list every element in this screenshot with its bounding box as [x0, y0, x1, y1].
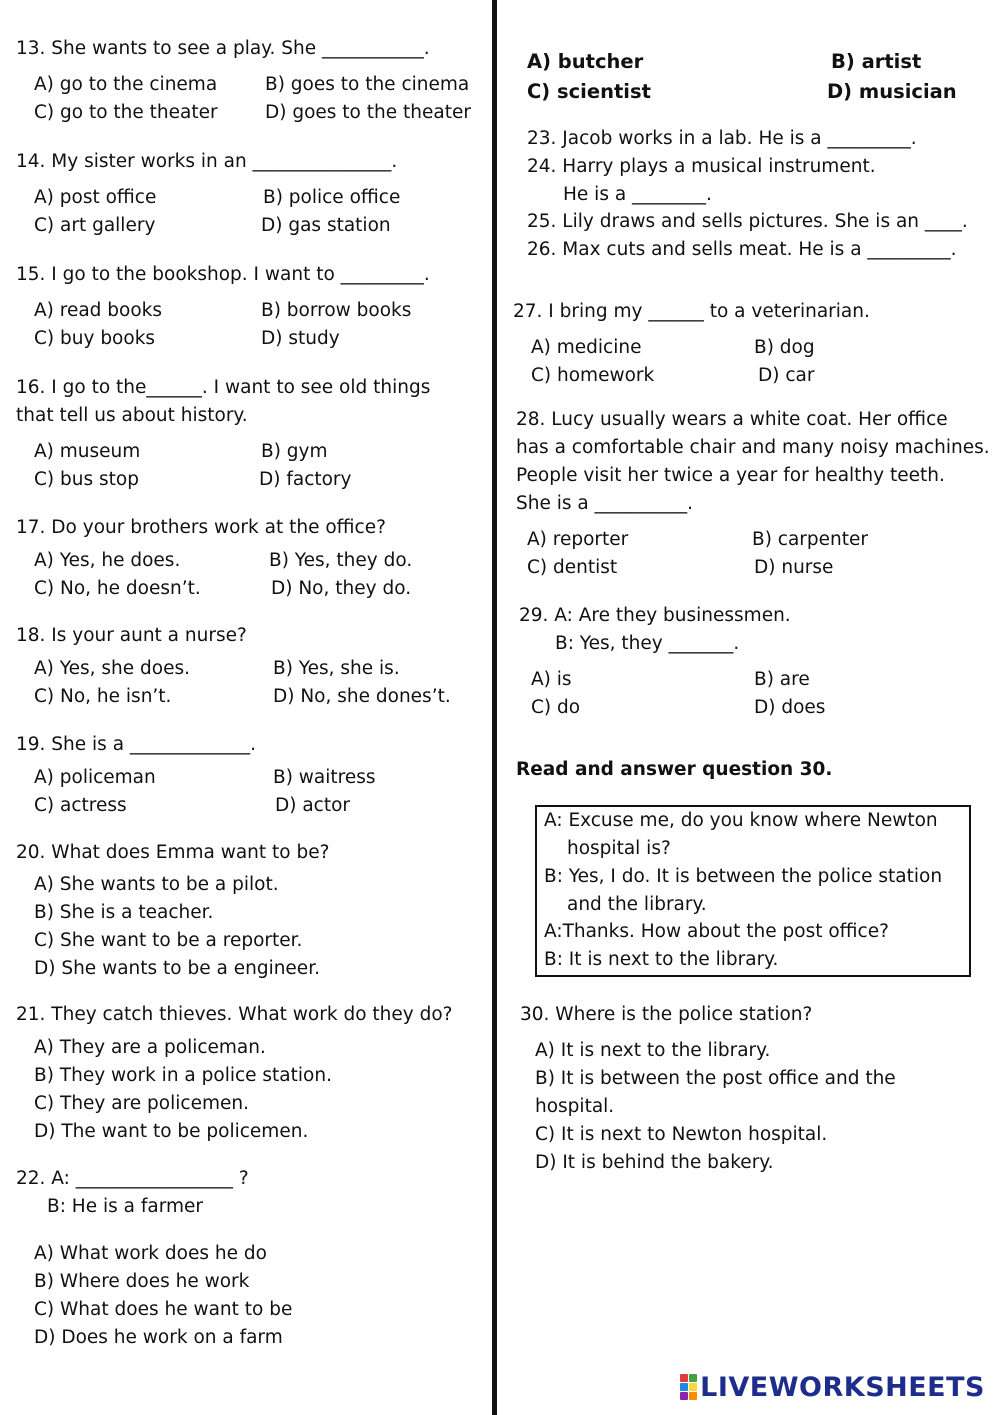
dialog-box: [535, 805, 971, 977]
question-text: 20. What does Emma want to be?: [16, 842, 330, 863]
option-a[interactable]: A) post office: [34, 187, 157, 208]
question-text: 29. A: Are they businessmen.: [519, 605, 791, 626]
option-c[interactable]: C) homework: [531, 365, 655, 386]
option-d[interactable]: D) actor: [275, 795, 351, 816]
job-option-c[interactable]: C) scientist: [527, 80, 651, 103]
option-c[interactable]: C) do: [531, 697, 581, 718]
option-d[interactable]: D) does: [754, 697, 826, 718]
option-a[interactable]: A) They are a policeman.: [34, 1037, 266, 1058]
option-a[interactable]: A) It is next to the library.: [535, 1040, 771, 1061]
option-c[interactable]: C) They are policemen.: [34, 1093, 249, 1114]
option-a[interactable]: A) Yes, he does.: [34, 550, 181, 571]
option-c[interactable]: C) art gallery: [34, 215, 156, 236]
question-text: 14. My sister works in an _______________.: [16, 151, 398, 172]
reading-heading: Read and answer question 30.: [516, 759, 833, 780]
option-b[interactable]: B) carpenter: [752, 529, 868, 550]
liveworksheets-logo-icon: [680, 1374, 696, 1400]
question-text: 30. Where is the police station?: [520, 1004, 813, 1025]
question-answer-line: B: He is a farmer: [47, 1196, 203, 1217]
option-c[interactable]: C) It is next to Newton hospital.: [535, 1124, 828, 1145]
option-a[interactable]: A) What work does he do: [34, 1243, 267, 1264]
option-d[interactable]: D) goes to the theater: [265, 102, 471, 123]
dialog-line-2: hospital is?: [567, 838, 671, 859]
job-option-b[interactable]: B) artist: [831, 50, 922, 73]
option-c[interactable]: C) dentist: [527, 557, 618, 578]
option-c[interactable]: C) She want to be a reporter.: [34, 930, 303, 951]
option-a[interactable]: A) museum: [34, 441, 141, 462]
option-c[interactable]: C) actress: [34, 795, 127, 816]
question-text: 13. She wants to see a play. She ___________.: [16, 38, 430, 59]
question-text: 27. I bring my ______ to a veterinarian.: [513, 301, 870, 322]
option-b[interactable]: B) Yes, they do.: [269, 550, 413, 571]
option-b[interactable]: B) police office: [263, 187, 401, 208]
option-d[interactable]: D) nurse: [754, 557, 834, 578]
question-text-4: She is a __________.: [516, 493, 693, 514]
logo-text: LIVEWORKSHEETS: [700, 1371, 985, 1403]
option-d[interactable]: D) Does he work on a farm: [34, 1327, 283, 1348]
dialog-line-4: and the library.: [567, 894, 707, 915]
option-d[interactable]: D) No, they do.: [271, 578, 412, 599]
option-d[interactable]: D) study: [261, 328, 340, 349]
question-text: 17. Do your brothers work at the office?: [16, 517, 386, 538]
option-b[interactable]: B) gym: [261, 441, 328, 462]
question-text: 19. She is a _____________.: [16, 734, 257, 755]
option-a[interactable]: A) medicine: [531, 337, 642, 358]
question-25: 25. Lily draws and sells pictures. She is an ____.: [527, 211, 968, 232]
dialog-line-1: A: Excuse me, do you know where Newton: [544, 810, 938, 831]
question-text-continued: that tell us about history.: [16, 405, 248, 426]
option-d[interactable]: D) The want to be policemen.: [34, 1121, 309, 1142]
question-text: 16. I go to the______. I want to see old things: [16, 377, 431, 398]
option-b[interactable]: B) She is a teacher.: [34, 902, 214, 923]
liveworksheets-logo: [680, 1367, 985, 1407]
question-text: 21. They catch thieves. What work do they do?: [16, 1004, 453, 1025]
option-d[interactable]: D) car: [758, 365, 815, 386]
question-23: 23. Jacob works in a lab. He is a _________.: [527, 128, 917, 149]
option-b[interactable]: B) dog: [754, 337, 815, 358]
dialog-line-3: B: Yes, I do. It is between the police station: [544, 866, 943, 887]
option-b-continued: hospital.: [535, 1096, 615, 1117]
question-24: 24. Harry plays a musical instrument.: [527, 156, 876, 177]
option-c[interactable]: C) go to the theater: [34, 102, 218, 123]
question-text: 28. Lucy usually wears a white coat. Her office: [516, 409, 948, 430]
option-d[interactable]: D) No, she dones’t.: [273, 686, 451, 707]
option-a[interactable]: A) read books: [34, 300, 163, 321]
option-b[interactable]: B) waitress: [273, 767, 376, 788]
option-d[interactable]: D) gas station: [261, 215, 391, 236]
question-26: 26. Max cuts and sells meat. He is a _________.: [527, 239, 957, 260]
option-c[interactable]: C) No, he isn’t.: [34, 686, 172, 707]
option-a[interactable]: A) Yes, she does.: [34, 658, 190, 679]
option-c[interactable]: C) buy books: [34, 328, 156, 349]
option-b[interactable]: B) borrow books: [261, 300, 412, 321]
question-text: 22. A: _________________ ?: [16, 1168, 249, 1189]
question-text: 15. I go to the bookshop. I want to _________.: [16, 264, 430, 285]
question-text-2: has a comfortable chair and many noisy machines.: [516, 437, 990, 458]
option-a[interactable]: A) policeman: [34, 767, 156, 788]
option-c[interactable]: C) bus stop: [34, 469, 139, 490]
option-a[interactable]: A) reporter: [527, 529, 629, 550]
job-option-d[interactable]: D) musician: [827, 80, 957, 103]
question-text: 18. Is your aunt a nurse?: [16, 625, 247, 646]
option-d[interactable]: D) She wants to be a engineer.: [34, 958, 320, 979]
column-divider: [492, 0, 497, 1415]
option-b[interactable]: B) Yes, she is.: [273, 658, 400, 679]
option-a[interactable]: A) go to the cinema: [34, 74, 218, 95]
option-d[interactable]: D) factory: [259, 469, 352, 490]
option-c[interactable]: C) No, he doesn’t.: [34, 578, 201, 599]
dialog-line-6: B: It is next to the library.: [544, 949, 779, 970]
question-text-3: People visit her twice a year for healthy teeth.: [516, 465, 945, 486]
option-b[interactable]: B) It is between the post office and the: [535, 1068, 896, 1089]
job-option-a[interactable]: A) butcher: [527, 50, 644, 73]
option-b[interactable]: B) are: [754, 669, 810, 690]
option-b[interactable]: B) Where does he work: [34, 1271, 250, 1292]
question-24-answer-line: He is a ________.: [563, 184, 712, 205]
option-c[interactable]: C) What does he want to be: [34, 1299, 293, 1320]
option-b[interactable]: B) goes to the cinema: [265, 74, 470, 95]
dialog-line-5: A:Thanks. How about the post office?: [544, 921, 889, 942]
option-b[interactable]: B) They work in a police station.: [34, 1065, 332, 1086]
option-d[interactable]: D) It is behind the bakery.: [535, 1152, 774, 1173]
option-a[interactable]: A) She wants to be a pilot.: [34, 874, 279, 895]
option-a[interactable]: A) is: [531, 669, 572, 690]
question-answer-line: B: Yes, they _______.: [555, 633, 740, 654]
